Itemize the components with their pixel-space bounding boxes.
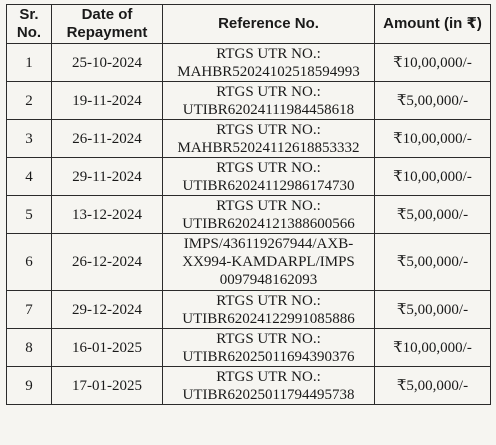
table-row	[7, 44, 491, 82]
cell-sr-no: 3	[7, 120, 52, 158]
reference-line: UTIBR62024121388600566	[182, 215, 355, 232]
cell-amount: ₹5,00,000/-	[375, 291, 491, 329]
cell-repayment-date: 17-01-2025	[52, 367, 163, 405]
table-body	[7, 44, 491, 405]
cell-reference-no	[163, 234, 375, 291]
header-sr-no: Sr. No.	[7, 5, 52, 44]
reference-line: RTGS UTR NO.:	[216, 330, 321, 347]
cell-sr-no: 5	[7, 196, 52, 234]
cell-repayment-date: 19-11-2024	[52, 82, 163, 120]
header-amount: Amount (in ₹)	[375, 5, 491, 44]
cell-sr-no: 8	[7, 329, 52, 367]
cell-repayment-date: 29-12-2024	[52, 291, 163, 329]
cell-repayment-date: 13-12-2024	[52, 196, 163, 234]
cell-amount: ₹5,00,000/-	[375, 367, 491, 405]
reference-line: UTIBR62024111984458618	[182, 101, 355, 118]
reference-line: 0097948162093	[219, 272, 318, 288]
cell-sr-no: 2	[7, 82, 52, 120]
reference-line: RTGS UTR NO.:	[216, 368, 321, 385]
cell-reference-no	[163, 120, 375, 158]
cell-amount: ₹10,00,000/-	[375, 120, 491, 158]
header-reference-no: Reference No.	[163, 5, 375, 44]
reference-line: UTIBR62024122991085886	[182, 310, 355, 327]
reference-line: RTGS UTR NO.:	[216, 83, 321, 100]
table-header-row	[7, 5, 491, 44]
cell-sr-no: 6	[7, 234, 52, 291]
repayment-table	[6, 4, 491, 405]
cell-amount: ₹5,00,000/-	[375, 234, 491, 291]
table-row	[7, 291, 491, 329]
cell-repayment-date: 26-11-2024	[52, 120, 163, 158]
reference-line: RTGS UTR NO.:	[216, 159, 321, 176]
cell-sr-no: 4	[7, 158, 52, 196]
reference-line: XX994-KAMDARPL/IMPS	[182, 254, 355, 270]
reference-line: UTIBR62025011694390376	[182, 348, 355, 365]
cell-reference-no	[163, 329, 375, 367]
cell-sr-no: 1	[7, 44, 52, 82]
cell-amount: ₹5,00,000/-	[375, 196, 491, 234]
reference-line: RTGS UTR NO.:	[216, 292, 321, 309]
header-date-of-repayment: Date of Repayment	[52, 5, 163, 44]
table-row	[7, 234, 491, 291]
table-row	[7, 196, 491, 234]
reference-line: UTIBR62025011794495738	[182, 386, 355, 403]
cell-repayment-date: 16-01-2025	[52, 329, 163, 367]
cell-amount: ₹10,00,000/-	[375, 44, 491, 82]
cell-reference-no	[163, 196, 375, 234]
reference-line: UTIBR62024112986174730	[182, 177, 355, 194]
table-row	[7, 367, 491, 405]
cell-amount: ₹10,00,000/-	[375, 158, 491, 196]
reference-line: RTGS UTR NO.:	[216, 45, 321, 62]
table-row	[7, 158, 491, 196]
reference-line: RTGS UTR NO.:	[216, 121, 321, 138]
reference-line: MAHBR52024102518594993	[177, 63, 360, 80]
cell-sr-no: 7	[7, 291, 52, 329]
cell-repayment-date: 29-11-2024	[52, 158, 163, 196]
cell-reference-no	[163, 291, 375, 329]
cell-repayment-date: 26-12-2024	[52, 234, 163, 291]
reference-line: MAHBR52024112618853332	[177, 139, 360, 156]
cell-reference-no	[163, 158, 375, 196]
cell-reference-no	[163, 82, 375, 120]
cell-reference-no	[163, 367, 375, 405]
reference-line: RTGS UTR NO.:	[216, 197, 321, 214]
cell-sr-no: 9	[7, 367, 52, 405]
table-row	[7, 120, 491, 158]
table-row	[7, 82, 491, 120]
cell-reference-no	[163, 44, 375, 82]
cell-repayment-date: 25-10-2024	[52, 44, 163, 82]
reference-line: IMPS/436119267944/AXB-	[183, 236, 354, 252]
cell-amount: ₹5,00,000/-	[375, 82, 491, 120]
table-row	[7, 329, 491, 367]
cell-amount: ₹10,00,000/-	[375, 329, 491, 367]
